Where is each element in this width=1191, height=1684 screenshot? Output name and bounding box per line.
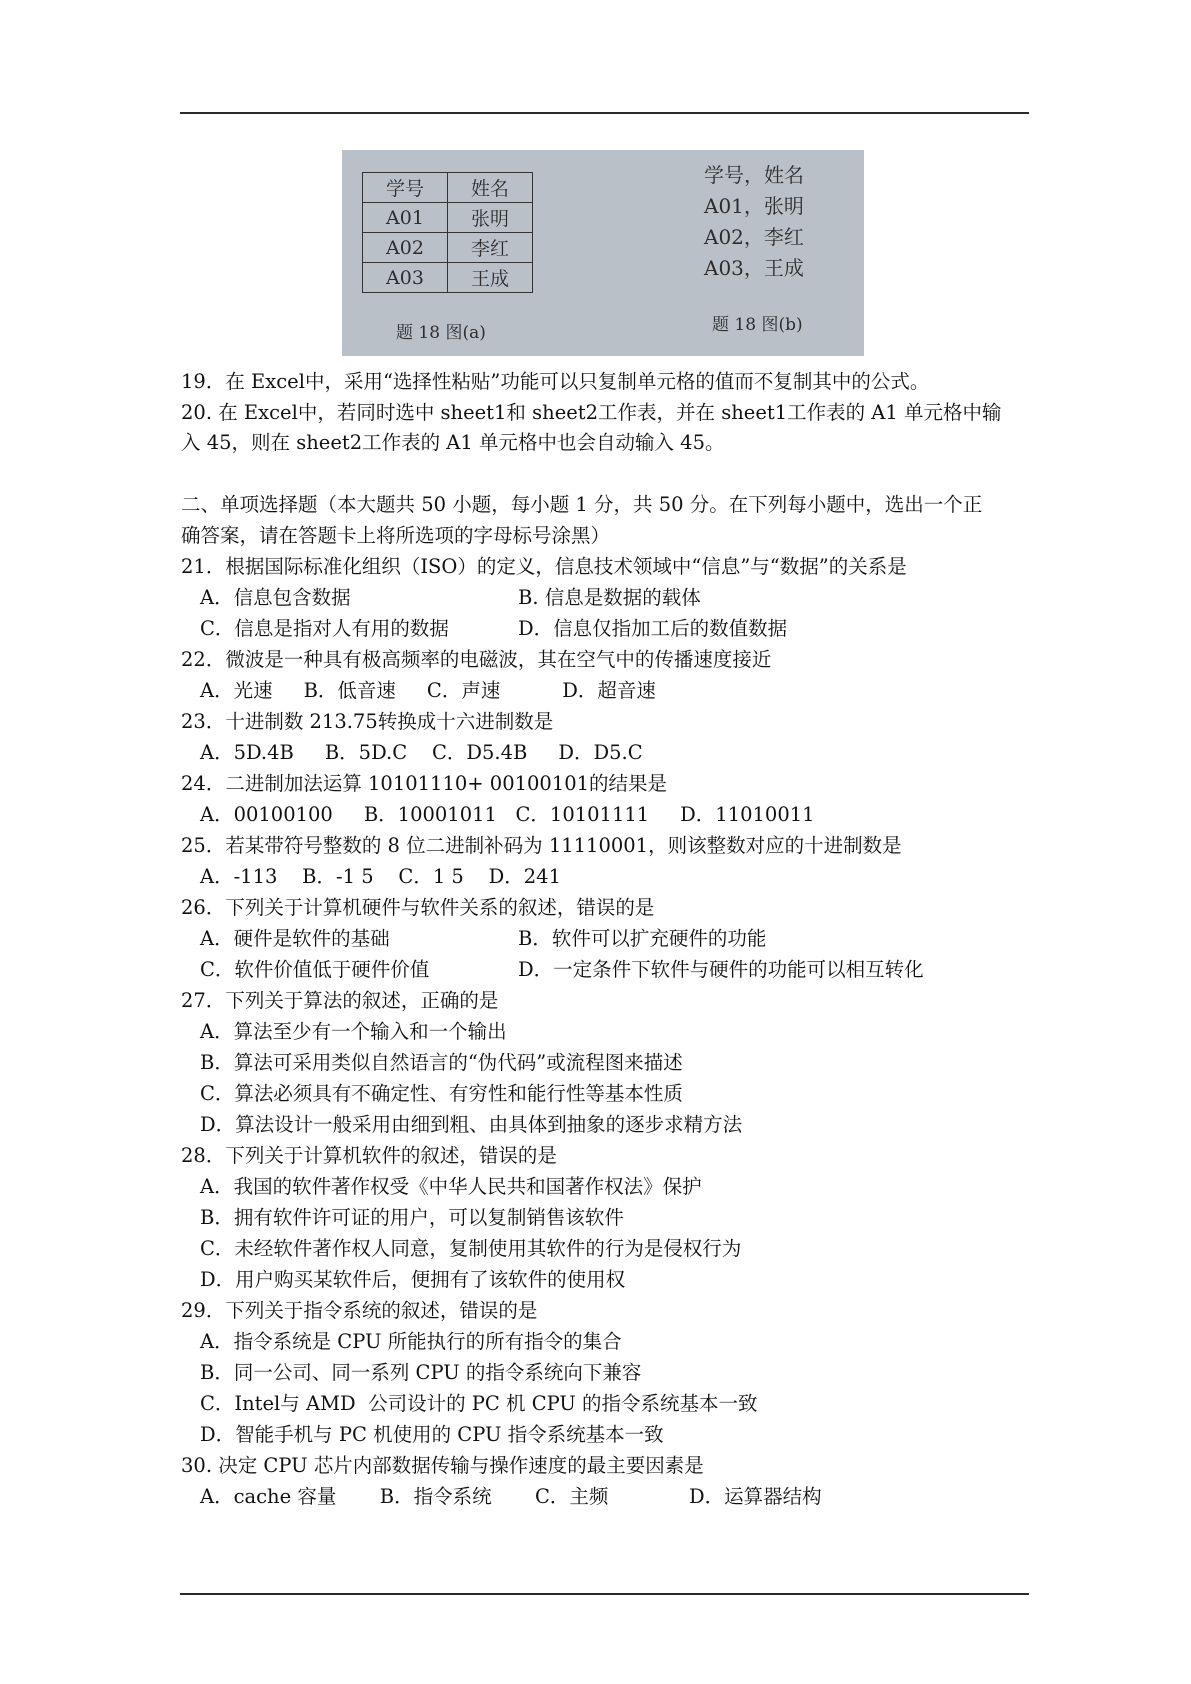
question-27-option-a: A．算法至少有一个输入和一个输出: [200, 1020, 507, 1043]
table-cell: A01: [363, 203, 448, 233]
question-24: 24．二进制加法运算 10101110+ 00100101的结果是: [181, 772, 668, 795]
question-27-option-c: C．算法必须具有不确定性、有穷性和能行性等基本性质: [200, 1082, 683, 1105]
question-21-option-b: B. 信息是数据的载体: [518, 586, 701, 609]
section-2-heading-line-2: 确答案，请在答题卡上将所选项的字母标号涂黑）: [181, 524, 611, 547]
list-item: A03，王成: [704, 256, 804, 280]
question-21-option-a: A．信息包含数据: [200, 586, 351, 609]
question-27-option-d: D．算法设计一般采用由细到粗、由具体到抽象的逐步求精方法: [200, 1113, 743, 1136]
question-25-options: A．-113 B．-1 5 C．1 5 D．241: [200, 865, 561, 888]
table-row: [363, 173, 533, 203]
question-26-option-a: A．硬件是软件的基础: [200, 927, 390, 950]
section-2-heading-line-1: 二、单项选择题（本大题共 50 小题，每小题 1 分，共 50 分。在下列每小题中，选出一个正: [181, 493, 983, 516]
question-27: 27．下列关于算法的叙述，正确的是: [181, 989, 499, 1012]
question-20-line-2: 入 45，则在 sheet2工作表的 A1 单元格中也会自动输入 45。: [181, 431, 725, 454]
question-22-options: A．光速 B．低音速 C．声速 D．超音速: [200, 679, 656, 702]
list-item: A02，李红: [704, 225, 804, 249]
table-cell: A02: [363, 233, 448, 263]
question-29-option-b: B．同一公司、同一系列 CPU 的指令系统向下兼容: [200, 1361, 642, 1384]
question-28-option-a: A．我国的软件著作权受《中华人民共和国著作权法》保护: [200, 1175, 702, 1198]
table-header-cell: 姓名: [448, 173, 533, 203]
list-item: 学号，姓名: [704, 163, 804, 187]
question-29: 29．下列关于指令系统的叙述，错误的是: [181, 1299, 538, 1322]
question-23-options: A．5D.4B B．5D.C C．D5.4B D．D5.C: [200, 741, 643, 764]
table-cell: 王成: [448, 263, 533, 293]
question-27-option-b: B．算法可采用类似自然语言的“伪代码”或流程图来描述: [200, 1051, 683, 1074]
figure-18a-caption: 题 18 图(a): [396, 323, 486, 343]
question-24-options: A．00100100 B．10001011 C．10101111 D．11010011: [200, 803, 815, 826]
table-row: [363, 263, 533, 293]
question-28-option-b: B．拥有软件许可证的用户，可以复制销售该软件: [200, 1206, 624, 1229]
question-21: 21．根据国际标准化组织（ISO）的定义，信息技术领域中“信息”与“数据”的关系是: [181, 555, 907, 578]
table-row: [363, 233, 533, 263]
figure-18b-list: [704, 160, 804, 284]
question-20-line-1: 20. 在 Excel中，若同时选中 sheet1和 sheet2工作表，并在 sheet1工作表的 A1 单元格中输: [181, 401, 1002, 424]
question-25: 25．若某带符号整数的 8 位二进制补码为 11110001，则该整数对应的十进制数是: [181, 834, 902, 857]
footer-rule: [180, 1593, 1029, 1595]
question-26: 26．下列关于计算机硬件与软件关系的叙述，错误的是: [181, 896, 655, 919]
table-cell: 李红: [448, 233, 533, 263]
list-item: A01，张明: [704, 194, 804, 218]
question-26-option-c: C．软件价值低于硬件价值: [200, 958, 430, 981]
question-28-option-c: C．未经软件著作权人同意，复制使用其软件的行为是侵权行为: [200, 1237, 742, 1260]
header-rule: [180, 112, 1029, 114]
figure-18a-table: [362, 172, 533, 293]
question-21-option-c: C．信息是指对人有用的数据: [200, 617, 449, 640]
question-29-option-c: C．Intel与 AMD 公司设计的 PC 机 CPU 的指令系统基本一致: [200, 1392, 758, 1415]
question-29-option-d: D．智能手机与 PC 机使用的 CPU 指令系统基本一致: [200, 1423, 664, 1446]
question-19: 19．在 Excel中，采用“选择性粘贴”功能可以只复制单元格的值而不复制其中的公式。: [181, 370, 930, 393]
figure-18b-caption: 题 18 图(b): [712, 315, 803, 335]
question-22: 22．微波是一种具有极高频率的电磁波，其在空气中的传播速度接近: [181, 648, 772, 671]
figure-18: [342, 150, 864, 356]
question-23: 23．十进制数 213.75转换成十六进制数是: [181, 710, 554, 733]
table-cell: A03: [363, 263, 448, 293]
question-28: 28．下列关于计算机软件的叙述，错误的是: [181, 1144, 557, 1167]
question-30: 30. 决定 CPU 芯片内部数据传输与操作速度的最主要因素是: [181, 1454, 704, 1477]
question-29-option-a: A．指令系统是 CPU 所能执行的所有指令的集合: [200, 1330, 622, 1353]
table-cell: 张明: [448, 203, 533, 233]
question-21-option-d: D．信息仅指加工后的数值数据: [518, 617, 788, 640]
table-header-cell: 学号: [363, 173, 448, 203]
question-30-options: A．cache 容量 B．指令系统 C．主频 D．运算器结构: [200, 1485, 822, 1508]
question-26-option-d: D．一定条件下软件与硬件的功能可以相互转化: [518, 958, 924, 981]
table-row: [363, 203, 533, 233]
question-26-option-b: B．软件可以扩充硬件的功能: [518, 927, 767, 950]
question-28-option-d: D．用户购买某软件后，便拥有了该软件的使用权: [200, 1268, 626, 1291]
